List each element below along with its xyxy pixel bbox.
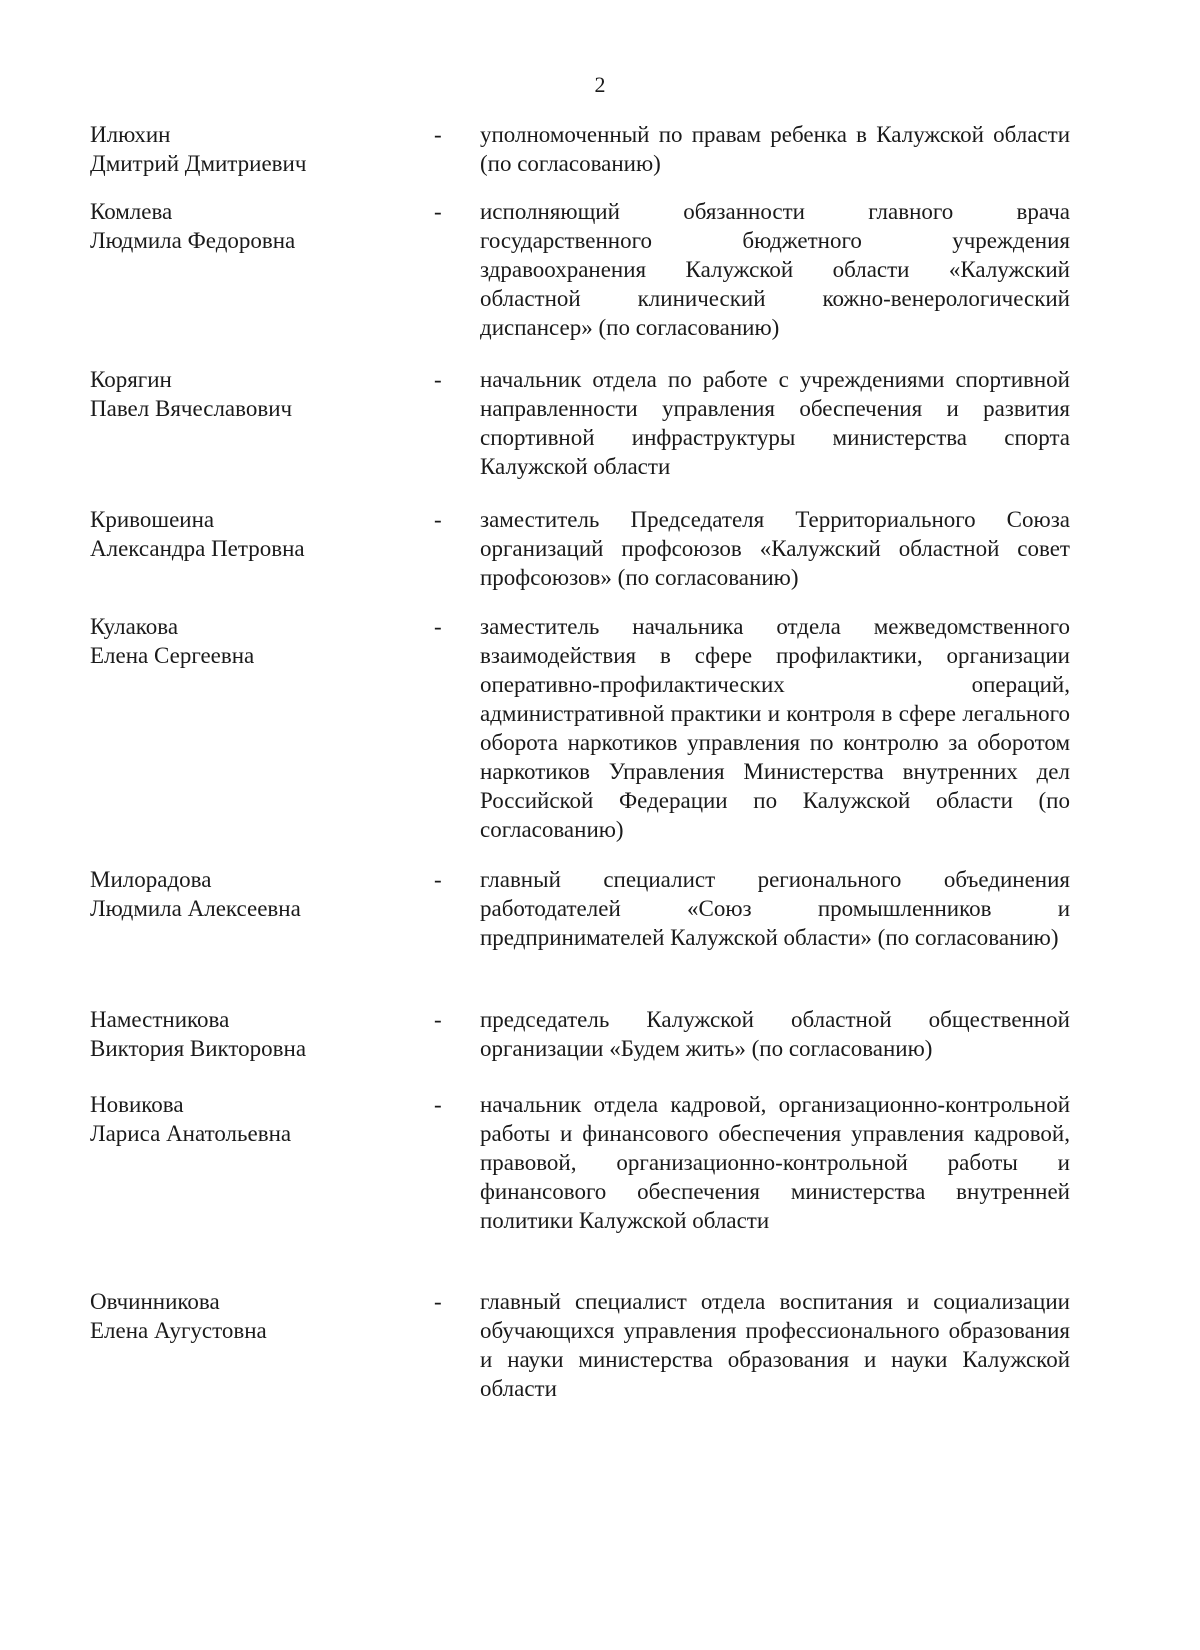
member-name: [90, 1090, 430, 1235]
member-entry: [90, 365, 1080, 481]
member-given-names: Дмитрий Дмитриевич: [90, 151, 307, 176]
member-role: начальник отдела по работе с учреждениями спортивной направленности управления обеспечения и развития спортивной инфраструктуры министерства спорта Калужской области: [480, 367, 1070, 479]
member-role: председатель Калужской областной общественной организации «Будем жить» (по согласованию): [480, 1007, 1070, 1061]
member-given-names: Елена Аугустовна: [90, 1318, 267, 1343]
member-name: [90, 197, 430, 342]
member-name: [90, 865, 430, 952]
member-given-names: Лариса Анатольевна: [90, 1121, 292, 1146]
member-surname: Комлева: [90, 199, 173, 224]
member-given-names: Александра Петровна: [90, 536, 305, 561]
member-role: заместитель начальника отдела межведомственного взаимодействия в сфере профилактики, организации оперативно-профилактических операций, административной практики и контроля в сфере легального оборота наркотиков управления по контролю за оборотом наркотиков Управления Министерства внутренних дел Российской Федерации по Калужской области (по согласованию): [480, 614, 1070, 842]
separator-dash: -: [434, 1007, 442, 1032]
member-name: [90, 1287, 430, 1403]
member-entry: [90, 865, 1080, 952]
member-role: уполномоченный по правам ребенка в Калужской области (по согласованию): [480, 122, 1070, 176]
member-entry: [90, 197, 1080, 342]
separator-dash: -: [434, 199, 442, 224]
member-name: [90, 120, 430, 178]
member-name: [90, 505, 430, 592]
separator-dash: -: [434, 507, 442, 532]
member-name: [90, 1005, 430, 1063]
member-role: заместитель Председателя Территориального Союза организаций профсоюзов «Калужский областной совет профсоюзов» (по согласованию): [480, 507, 1070, 590]
member-role: исполняющий обязанности главного врача государственного бюджетного учреждения здравоохранения Калужской области «Калужский областной клинический кожно-венерологический диспансер» (по согласованию): [480, 199, 1070, 340]
member-role: главный специалист регионального объединения работодателей «Союз промышленников и предпринимателей Калужской области» (по согласованию): [480, 867, 1070, 950]
member-entry: [90, 1005, 1080, 1063]
member-entry: [90, 1090, 1080, 1235]
member-entry: [90, 120, 1080, 178]
member-given-names: Виктория Викторовна: [90, 1036, 307, 1061]
member-surname: Кривошеина: [90, 507, 215, 532]
member-entry: [90, 505, 1080, 592]
member-name: [90, 365, 430, 481]
member-surname: Овчинникова: [90, 1289, 220, 1314]
member-entry: [90, 612, 1080, 844]
separator-dash: -: [434, 1289, 442, 1314]
member-name: [90, 612, 430, 844]
separator-dash: -: [434, 1092, 442, 1117]
member-surname: Корягин: [90, 367, 172, 392]
member-given-names: Елена Сергеевна: [90, 643, 255, 668]
member-role: главный специалист отдела воспитания и социализации обучающихся управления профессионального образования и науки министерства образования и науки Калужской области: [480, 1289, 1070, 1401]
separator-dash: -: [434, 614, 442, 639]
member-surname: Илюхин: [90, 122, 171, 147]
member-surname: Милорадова: [90, 867, 212, 892]
member-entry: [90, 1287, 1080, 1403]
member-surname: Новикова: [90, 1092, 184, 1117]
page-number: 2: [594, 72, 606, 97]
separator-dash: -: [434, 122, 442, 147]
separator-dash: -: [434, 867, 442, 892]
member-surname: Кулакова: [90, 614, 179, 639]
separator-dash: -: [434, 367, 442, 392]
member-role: начальник отдела кадровой, организационно-контрольной работы и финансового обеспечения управления кадровой, правовой, организационно-контрольной работы и финансового обеспечения министерства внутренней политики Калужской области: [480, 1092, 1070, 1233]
member-given-names: Павел Вячеславович: [90, 396, 293, 421]
member-given-names: Людмила Алексеевна: [90, 896, 301, 921]
member-surname: Наместникова: [90, 1007, 230, 1032]
member-given-names: Людмила Федоровна: [90, 228, 296, 253]
